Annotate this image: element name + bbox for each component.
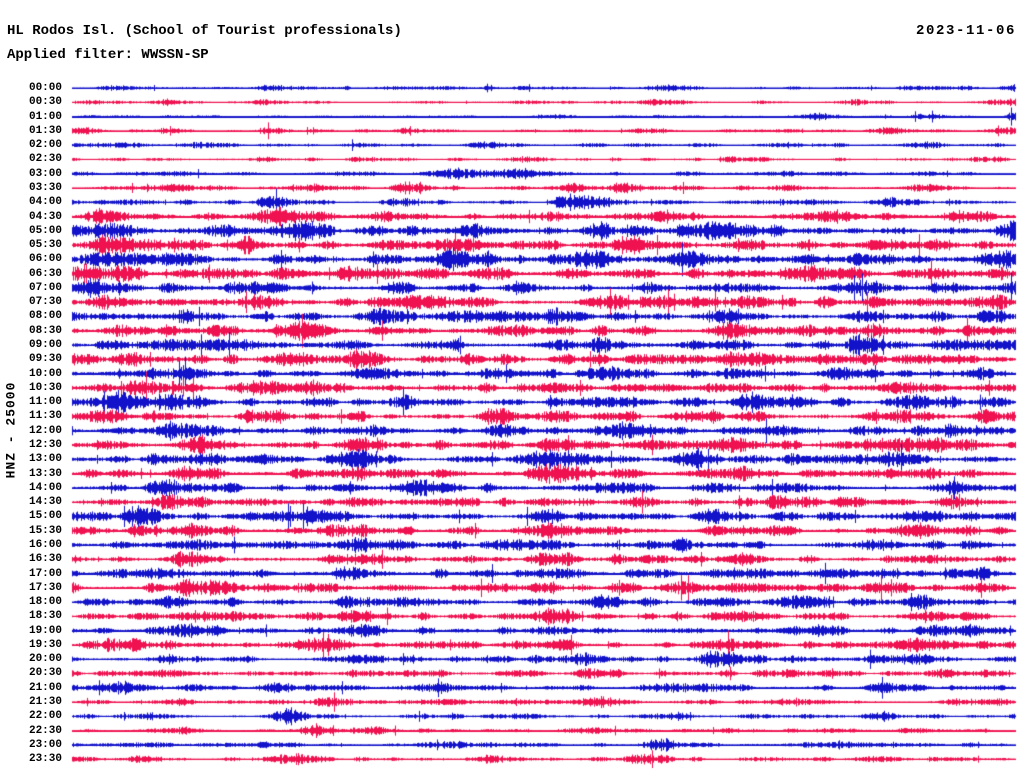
trace-time-label: 15:30 [28,524,62,537]
trace-time-label: 12:30 [28,439,62,451]
trace-time-label: 20:30 [28,667,62,680]
trace-time-label: 18:30 [28,610,62,623]
trace-time-label: 05:00 [28,224,62,237]
trace-time-label: 10:00 [28,367,62,380]
trace-time-label: 21:30 [28,696,62,709]
channel-scale-label: HNZ - 25000 [3,381,19,479]
trace-time-label: 17:30 [28,581,62,594]
trace-time-label: 20:00 [28,653,62,666]
trace-time-label: 01:00 [28,110,62,123]
trace-time-label: 03:00 [28,167,62,180]
trace-time-label: 06:00 [28,253,62,266]
trace-time-label: 18:00 [28,596,62,609]
station-title: HL Rodos Isl. (School of Tourist professionals) [7,23,402,39]
trace-time-label: 12:00 [28,424,62,437]
trace-time-label: 11:00 [28,396,62,409]
trace-time-label: 00:00 [28,82,62,94]
trace-time-label: 19:30 [28,638,62,651]
trace-time-label: 02:30 [28,153,62,166]
trace-time-label: 19:00 [28,624,62,637]
trace-time-label: 10:30 [28,381,62,394]
filter-label: Applied filter: WWSSN-SP [7,47,209,63]
trace-time-label: 11:30 [28,410,62,423]
trace-time-label: 22:30 [28,724,62,737]
trace-time-label: 23:30 [28,753,62,766]
trace-time-label: 21:00 [28,681,62,694]
trace-time-label: 14:30 [28,496,62,509]
trace-time-label: 07:00 [28,281,62,294]
trace-time-label: 06:30 [28,267,62,280]
trace-time-label: 04:30 [28,210,62,223]
trace-time-label: 17:00 [28,567,62,580]
trace-time-label: 22:00 [28,710,62,723]
trace-time-label: 09:00 [28,339,62,352]
trace-time-label: 02:00 [28,139,62,152]
trace-time-label: 03:30 [28,181,62,194]
trace-time-label: 13:00 [28,453,62,466]
trace-time-label: 07:30 [28,296,62,309]
trace-time-label: 05:30 [28,239,62,252]
trace-time-label: 13:30 [28,467,62,480]
trace-time-label: 01:30 [28,124,62,137]
date-label: 2023-11-06 [915,23,1016,39]
trace-time-label: 14:00 [28,481,62,494]
trace-time-label: 08:30 [28,324,62,337]
trace-time-label: 00:30 [28,96,62,109]
trace-time-label: 08:00 [28,310,62,323]
trace-time-label: 16:30 [28,553,62,566]
trace-time-label: 15:00 [28,510,62,523]
trace-time-label: 04:00 [28,196,62,209]
trace-time-label: 16:00 [28,538,62,551]
trace-time-label: 23:00 [28,738,62,751]
trace-time-label: 09:30 [28,353,62,366]
